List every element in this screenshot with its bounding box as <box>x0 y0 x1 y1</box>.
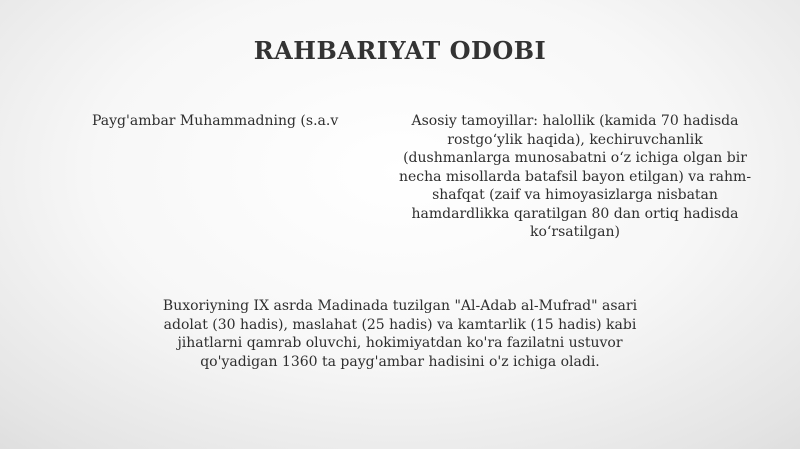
right-text-block: Asosiy tamoyillar: halollik (kamida 70 hadisda rostgo‘ylik haqida), kechiruvchanlik (dushmanlarga munosabatni o‘z ichiga olgan bir necha misollarda batafsil bayon etilgan) va rahm-shafqat (zaif va himoyasizlarga nisbatan hamdardlikka qaratilgan 80 dan ortiq hadisda ko‘rsatilgan) <box>398 113 752 240</box>
left-text-block: Payg'ambar Muhammadning (s.a.v <box>92 113 339 129</box>
slide-title: RAHBARIYAT ODOBI <box>253 36 547 65</box>
bottom-text-block: Buxoriyning IX asrda Madinada tuzilgan "Al-Adab al-Mufrad" asari adolat (30 hadis), maslahat (25 hadis) va kamtarlik (15 hadis) kabi jihatlarni qamrab oluvchi, hokimiyatdan ko'ra fazilatni ustuvor qo'yadigan 1360 ta payg'ambar hadisini o'z ichiga oladi. <box>162 298 638 370</box>
